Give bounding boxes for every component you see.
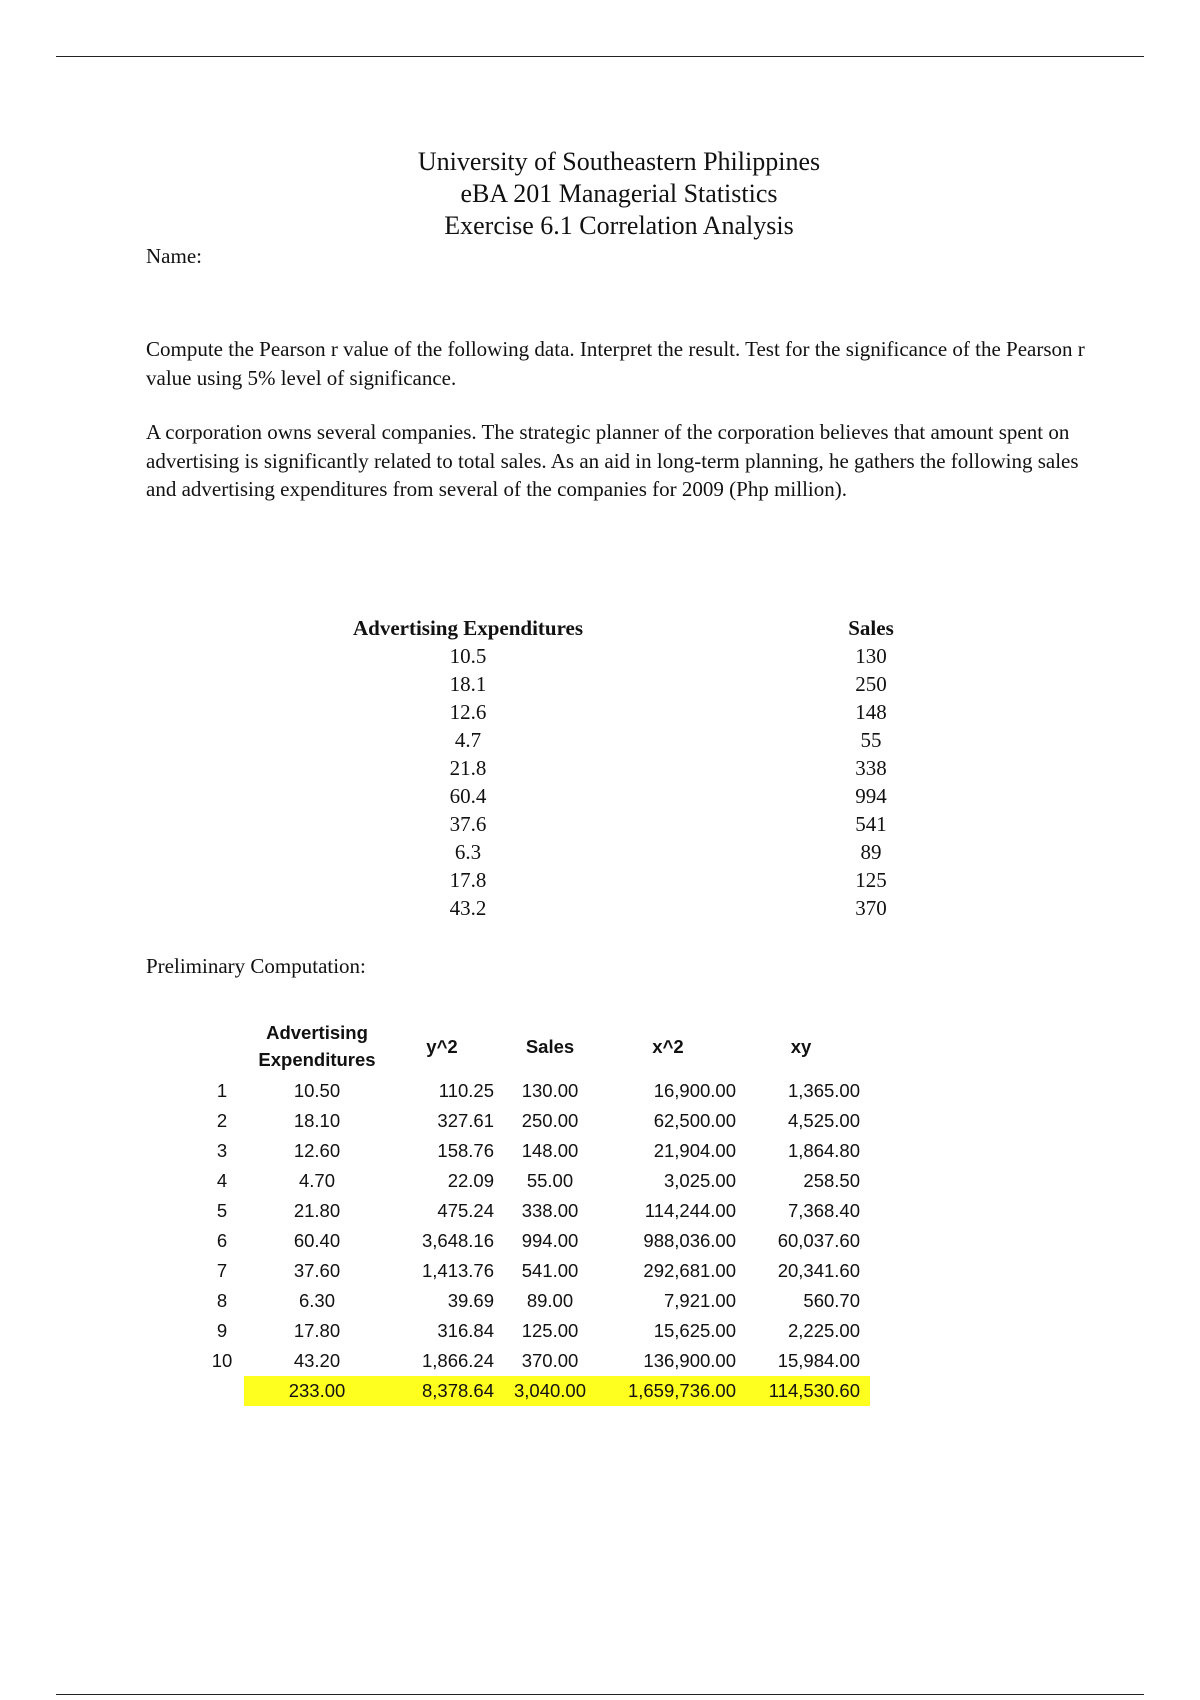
row-spacer: [606, 782, 826, 810]
data-table-row: [330, 894, 916, 922]
row-spacer: [606, 754, 826, 782]
header-advertising-expenditures: [244, 1016, 390, 1076]
y-squared-cell: 475.24: [437, 1200, 494, 1221]
total-adv: 233.00: [244, 1376, 390, 1406]
row-index: 10: [211, 1350, 233, 1371]
data-table: [330, 614, 916, 922]
y-squared-cell: 1,866.24: [421, 1350, 494, 1371]
advertising-value: 10.5: [449, 644, 487, 668]
computation-row: [200, 1256, 870, 1286]
advertising-value: 6.3: [454, 840, 482, 864]
computation-row: [200, 1346, 870, 1376]
row-index: 1: [216, 1080, 228, 1101]
data-table-row: [330, 754, 916, 782]
header-y-squared: y^2: [426, 1035, 458, 1057]
computation-row: [200, 1106, 870, 1136]
adv-cell: 10.50: [293, 1080, 341, 1101]
computation-table: [200, 1016, 870, 1406]
y-squared-cell: 327.61: [437, 1110, 494, 1131]
header-sales: Sales: [525, 1035, 575, 1057]
data-table-header-row: [330, 614, 916, 642]
computation-row: [200, 1166, 870, 1196]
x-squared-cell: 114,244.00: [644, 1200, 736, 1221]
sales-value: 148: [855, 700, 887, 724]
row-spacer: [606, 670, 826, 698]
xy-cell: 20,341.60: [777, 1260, 860, 1281]
adv-cell: 37.60: [293, 1260, 341, 1281]
total-sales: 3,040.00: [500, 1376, 600, 1406]
sales-value: 370: [855, 896, 887, 920]
xy-cell: 2,225.00: [787, 1320, 860, 1341]
sales-cell: 370.00: [521, 1350, 579, 1371]
x-squared-cell: 136,900.00: [643, 1350, 736, 1371]
data-table-body: [330, 642, 916, 922]
computation-row: [200, 1226, 870, 1256]
adv-cell: 12.60: [293, 1140, 341, 1161]
row-index: 6: [216, 1230, 228, 1251]
x-squared-cell: 988,036.00: [643, 1230, 736, 1251]
x-squared-cell: 16,900.00: [653, 1080, 736, 1101]
header-index: [200, 1016, 244, 1076]
data-table-row: [330, 670, 916, 698]
sales-value: 89: [860, 840, 882, 864]
university-name: University of Southeastern Philippines: [417, 147, 821, 176]
xy-cell: 258.50: [803, 1170, 860, 1191]
sales-cell: 125.00: [521, 1320, 579, 1341]
header-adv-line2: Expenditures: [258, 1049, 376, 1070]
adv-cell: 43.20: [293, 1350, 341, 1371]
row-spacer: [606, 894, 826, 922]
total-x-squared: 1,659,736.00: [600, 1376, 742, 1406]
row-spacer: [606, 698, 826, 726]
row-index: 5: [216, 1200, 228, 1221]
sales-value: 125: [855, 868, 887, 892]
sales-cell: 148.00: [521, 1140, 579, 1161]
x-squared-cell: 15,625.00: [653, 1320, 736, 1341]
advertising-value: 60.4: [449, 784, 487, 808]
advertising-value: 43.2: [449, 896, 487, 920]
header-x-squared: x^2: [652, 1035, 684, 1057]
row-spacer: [606, 642, 826, 670]
advertising-value: 17.8: [449, 868, 487, 892]
y-squared-cell: 3,648.16: [421, 1230, 494, 1251]
xy-cell: 15,984.00: [777, 1350, 860, 1371]
row-spacer: [606, 866, 826, 894]
computation-row: [200, 1076, 870, 1106]
document-header: [0, 146, 1200, 242]
sales-value: 541: [855, 812, 887, 836]
computation-table-body: [200, 1076, 870, 1376]
data-table-row: [330, 642, 916, 670]
sales-value: 250: [855, 672, 887, 696]
sales-cell: 250.00: [521, 1110, 579, 1131]
sales-cell: 541.00: [521, 1260, 579, 1281]
row-spacer: [606, 726, 826, 754]
advertising-value: 21.8: [449, 756, 487, 780]
x-squared-cell: 3,025.00: [663, 1170, 736, 1191]
data-table-row: [330, 726, 916, 754]
row-index: 9: [216, 1320, 228, 1341]
computation-header-row: [200, 1016, 870, 1076]
sales-cell: 89.00: [526, 1290, 574, 1311]
y-squared-cell: 316.84: [437, 1320, 494, 1341]
data-table-row: [330, 866, 916, 894]
exercise-title: Exercise 6.1 Correlation Analysis: [444, 211, 794, 240]
y-squared-cell: 39.69: [447, 1290, 494, 1311]
data-table-row: [330, 782, 916, 810]
x-squared-cell: 21,904.00: [653, 1140, 736, 1161]
row-index: 7: [216, 1260, 228, 1281]
computation-row: [200, 1286, 870, 1316]
advertising-value: 37.6: [449, 812, 487, 836]
header-xy: xy: [790, 1035, 812, 1057]
totals-row: [200, 1376, 870, 1406]
total-y-squared: 8,378.64: [390, 1376, 500, 1406]
course-title: eBA 201 Managerial Statistics: [460, 179, 778, 208]
xy-cell: 1,365.00: [787, 1080, 860, 1101]
y-squared-cell: 22.09: [447, 1170, 494, 1191]
y-squared-cell: 1,413.76: [421, 1260, 494, 1281]
totals-index: [200, 1376, 244, 1406]
xy-cell: 60,037.60: [777, 1230, 860, 1251]
top-rule: [56, 56, 1144, 57]
xy-cell: 4,525.00: [787, 1110, 860, 1131]
computation-row: [200, 1136, 870, 1166]
header-advertising-expenditures: Advertising Expenditures: [352, 616, 584, 640]
xy-cell: 560.70: [803, 1290, 860, 1311]
y-squared-cell: 158.76: [437, 1140, 494, 1161]
sales-value: 338: [855, 756, 887, 780]
header-spacer: [606, 614, 826, 642]
sales-value: 130: [855, 644, 887, 668]
row-spacer: [606, 838, 826, 866]
row-index: 4: [216, 1170, 228, 1191]
row-index: 2: [216, 1110, 228, 1131]
data-table-row: [330, 698, 916, 726]
header-sales: Sales: [848, 616, 894, 640]
xy-cell: 7,368.40: [787, 1200, 860, 1221]
sales-cell: 55.00: [526, 1170, 574, 1191]
sales-value: 55: [860, 728, 882, 752]
data-table-row: [330, 838, 916, 866]
sales-cell: 338.00: [521, 1200, 579, 1221]
adv-cell: 4.70: [298, 1170, 335, 1191]
x-squared-cell: 292,681.00: [643, 1260, 736, 1281]
problem-paragraph: A corporation owns several companies. The strategic planner of the corporation believes that amount spent on advertising is significantly related to total sales. As an aid in long-term planning, he gathers the following sales and advertising expenditures from several of the companies for 2009 (Php million).: [146, 420, 1079, 501]
adv-cell: 21.80: [293, 1200, 341, 1221]
computation-row: [200, 1316, 870, 1346]
adv-cell: 60.40: [293, 1230, 341, 1251]
row-index: 8: [216, 1290, 228, 1311]
sales-value: 994: [855, 784, 887, 808]
adv-cell: 6.30: [298, 1290, 335, 1311]
advertising-value: 4.7: [454, 728, 482, 752]
preliminary-computation-label: Preliminary Computation:: [146, 954, 366, 978]
x-squared-cell: 62,500.00: [653, 1110, 736, 1131]
total-xy: 114,530.60: [742, 1376, 870, 1406]
xy-cell: 1,864.80: [787, 1140, 860, 1161]
sales-cell: 994.00: [521, 1230, 579, 1251]
adv-cell: 17.80: [293, 1320, 341, 1341]
sales-cell: 130.00: [521, 1080, 579, 1101]
row-spacer: [606, 810, 826, 838]
adv-cell: 18.10: [293, 1110, 341, 1131]
x-squared-cell: 7,921.00: [663, 1290, 736, 1311]
y-squared-cell: 110.25: [438, 1080, 494, 1101]
computation-row: [200, 1196, 870, 1226]
advertising-value: 18.1: [449, 672, 487, 696]
advertising-value: 12.6: [449, 700, 487, 724]
name-label: Name:: [146, 244, 202, 268]
instructions-paragraph: Compute the Pearson r value of the following data. Interpret the result. Test for the significance of the Pearson r value using 5% level of significance.: [146, 337, 1085, 390]
row-index: 3: [216, 1140, 228, 1161]
bottom-rule: [56, 1694, 1144, 1695]
data-table-row: [330, 810, 916, 838]
header-adv-line1: Advertising: [266, 1022, 368, 1043]
